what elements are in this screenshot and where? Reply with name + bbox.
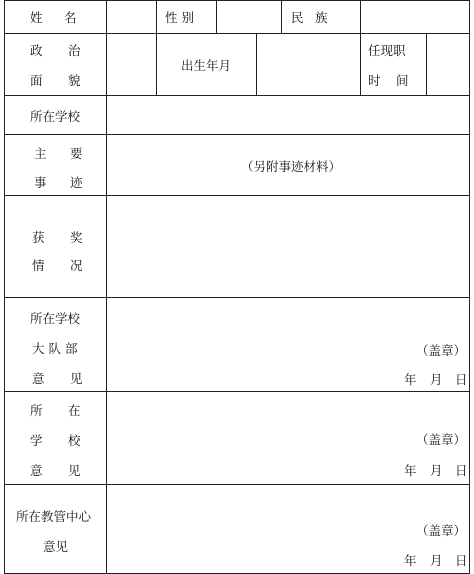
name-label-char: 名	[64, 10, 77, 25]
current-post-label: 任现职	[368, 43, 406, 58]
political-label-char: 貌	[68, 73, 81, 88]
current-post-date-field[interactable]	[427, 34, 468, 94]
date-day: 日	[455, 463, 468, 478]
date-year: 年	[404, 463, 417, 478]
date-year: 年	[404, 553, 417, 568]
date-day: 日	[455, 372, 468, 387]
gender-label: 性 别	[165, 10, 194, 25]
brigade-label: 所在学校	[30, 311, 81, 326]
center-label: 意见	[43, 539, 69, 554]
school-field[interactable]	[107, 96, 468, 134]
date-month: 月	[430, 463, 443, 478]
column-divider	[281, 0, 282, 33]
deeds-label-char: 事	[34, 175, 47, 190]
birth-date-field[interactable]	[257, 34, 359, 94]
birth-date-label: 出生年月	[181, 58, 232, 73]
awards-label-char: 况	[70, 258, 83, 273]
date-year: 年	[404, 372, 417, 387]
column-divider	[156, 0, 157, 33]
stamp-label: （盖章）	[416, 432, 467, 447]
deeds-label-char: 要	[70, 146, 83, 161]
center-label: 所在教管中心	[16, 509, 92, 524]
award-application-form	[4, 0, 470, 574]
political-label-char: 面	[30, 73, 43, 88]
term-label-char: 间	[396, 73, 409, 88]
ethnicity-field[interactable]	[361, 1, 468, 33]
awards-label-char: 奖	[70, 230, 83, 245]
brigade-label: 大 队 部	[32, 341, 78, 356]
gender-field[interactable]	[217, 1, 280, 33]
date-month: 月	[430, 553, 443, 568]
ethnicity-label-char: 族	[315, 10, 328, 25]
school-opinion-label-char: 意	[30, 463, 43, 478]
political-label-char: 政	[30, 43, 43, 58]
column-divider	[469, 0, 470, 574]
name-label-char: 姓	[30, 10, 43, 25]
stamp-label: （盖章）	[416, 523, 467, 538]
deeds-label-char: 迹	[70, 175, 83, 190]
awards-label-char: 获	[32, 230, 45, 245]
awards-label-char: 情	[32, 258, 45, 273]
brigade-label-char: 意	[32, 371, 45, 386]
date-month: 月	[430, 372, 443, 387]
date-day: 日	[455, 553, 468, 568]
school-opinion-label-char: 校	[68, 433, 81, 448]
political-label-char: 治	[68, 43, 81, 58]
deeds-label-char: 主	[34, 146, 47, 161]
term-label-char: 时	[368, 73, 381, 88]
deeds-attachment-note: （另附事迹材料）	[241, 159, 342, 174]
school-label: 所在学校	[30, 109, 81, 124]
stamp-label: （盖章）	[416, 343, 467, 358]
school-opinion-label-char: 所	[30, 403, 43, 418]
brigade-label-char: 见	[70, 371, 83, 386]
row-divider	[4, 33, 470, 34]
column-divider	[156, 33, 157, 95]
column-divider	[360, 33, 361, 95]
column-divider	[4, 0, 5, 574]
name-field[interactable]	[107, 1, 155, 33]
school-opinion-label-char: 在	[68, 403, 81, 418]
political-status-field[interactable]	[107, 34, 155, 94]
school-opinion-label-char: 见	[68, 463, 81, 478]
school-opinion-label-char: 学	[30, 433, 43, 448]
ethnicity-label-char: 民	[291, 10, 304, 25]
awards-field[interactable]	[107, 196, 468, 297]
